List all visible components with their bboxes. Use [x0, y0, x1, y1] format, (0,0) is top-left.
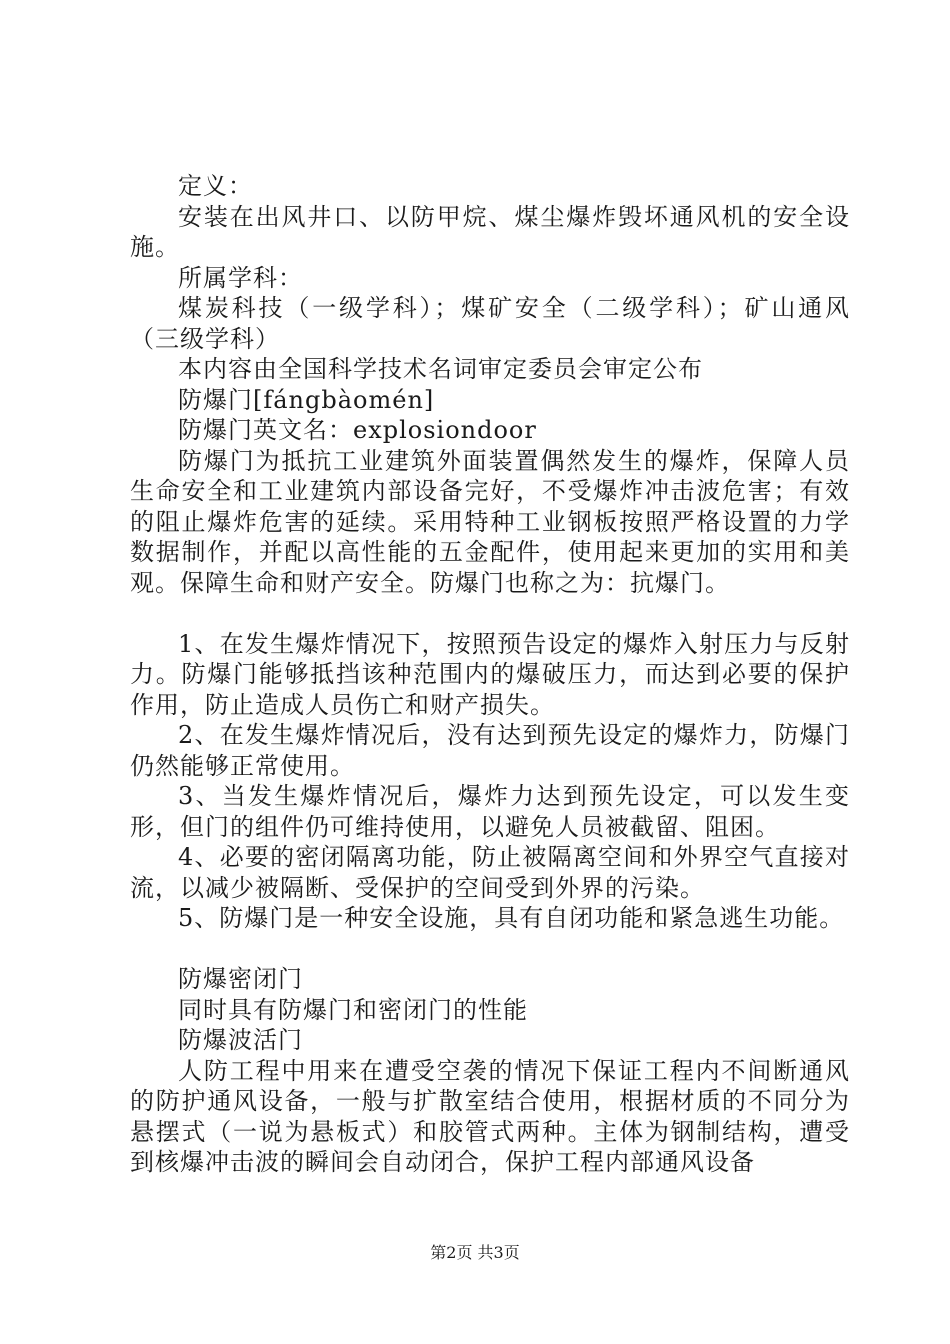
paragraph-spacer	[130, 598, 850, 629]
discipline-text: 煤炭科技（一级学科）；煤矿安全（二级学科）；矿山通风（三级学科）	[130, 294, 850, 353]
term-pinyin: 防爆门[fángbàomén]	[178, 385, 435, 414]
list-item-3: 3、当发生爆炸情况后，爆炸力达到预先设定，可以发生变形，但门的组件仍可维持使用，以避免人员被截留、阻困。	[130, 782, 850, 841]
list-item-1: 1、在发生爆炸情况下，按照预告设定的爆炸入射压力与反射力。防爆门能够抵挡该种范围内的爆破压力，而达到必要的保护作用，防止造成人员伤亡和财产损失。	[130, 629, 850, 719]
paragraph-spacer	[130, 934, 850, 965]
list-item-4: 4、必要的密闭隔离功能，防止被隔离空间和外界空气直接对流，以减少被隔断、受保护的空间受到外界的污染。	[130, 843, 850, 902]
definition-heading: 定义：	[178, 172, 253, 200]
list-item-5: 5、防爆门是一种安全设施，具有自闭功能和紧急逃生功能。	[178, 904, 845, 932]
blast-valve-text: 人防工程中用来在遭受空袭的情况下保证工程内不间断通风的防护通风设备，一般与扩散室结合使用，根据材质的不同分为悬摆式（一说为悬板式）和胶管式两种。主体为钢制结构，遭受到核爆冲击波的瞬间会自动闭合，保护工程内部通风设备	[130, 1056, 850, 1176]
definition-text: 安装在出风井口、以防甲烷、煤尘爆炸毁坏通风机的安全设施。	[130, 202, 850, 261]
sealed-door-text: 同时具有防爆门和密闭门的性能	[178, 995, 528, 1024]
section-heading-blast-valve: 防爆波活门	[178, 1026, 303, 1054]
section-heading-sealed-door: 防爆密闭门	[178, 965, 303, 993]
document-body	[130, 171, 850, 1178]
list-item-2: 2、在发生爆炸情况后，没有达到预先设定的爆炸力，防爆门仍然能够正常使用。	[130, 721, 850, 780]
discipline-heading: 所属学科：	[178, 263, 303, 292]
description-paragraph: 防爆门为抵抗工业建筑外面装置偶然发生的爆炸，保障人员生命安全和工业建筑内部设备完好，不受爆炸冲击波危害；有效的阻止爆炸危害的延续。采用特种工业钢板按照严格设置的力学数据制作，并配以高性能的五金配件，使用起来更加的实用和美观。保障生命和财产安全。防爆门也称之为：抗爆门。	[130, 446, 850, 597]
source-note: 本内容由全国科学技术名词审定委员会审定公布	[178, 355, 703, 383]
page-footer: 第2页 共3页	[430, 1243, 520, 1262]
term-english: 防爆门英文名：explosiondoor	[178, 416, 537, 444]
